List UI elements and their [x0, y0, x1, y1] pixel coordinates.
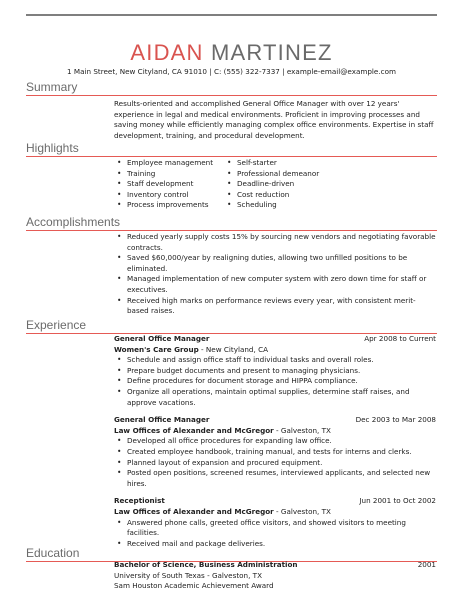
highlight-item: • Employee management — [114, 158, 219, 169]
highlight-item: • Inventory control — [114, 190, 219, 201]
top-divider — [26, 14, 437, 16]
employer-location: - Galveston, TX — [273, 506, 331, 516]
award: Sam Houston Academic Achievement Award — [114, 581, 274, 591]
summary-heading: Summary — [26, 80, 78, 94]
highlight-item: • Self-starter — [224, 158, 329, 169]
accomplishments-divider — [26, 230, 437, 231]
employer-name: Law Offices of Alexander and McGregor — [114, 425, 274, 435]
duty-item: • Schedule and assign office staff to individual tasks and overall roles. — [114, 355, 436, 366]
job-duties — [114, 355, 436, 408]
summary-divider — [26, 95, 437, 96]
job-title: General Office Manager — [114, 334, 210, 343]
accomplishment-item: • Managed implementation of new computer system with zero down time for staff or executives. — [114, 274, 436, 295]
accomplishments-list — [114, 232, 436, 317]
accomplishments-heading: Accomplishments — [26, 215, 121, 229]
job-header — [114, 415, 436, 426]
duty-item: • Created employee handbook, training manual, and tests for interns and clerks. — [114, 447, 436, 458]
degree: Bachelor of Science, Business Administration — [114, 560, 298, 569]
duty-item: • Prepare budget documents and present to managing physicians. — [114, 366, 436, 377]
school: University of South Texas - Galveston, TX — [114, 570, 263, 580]
education-heading: Education — [26, 546, 80, 560]
duty-item: • Developed all office procedures for expanding law office. — [114, 436, 436, 447]
experience-heading: Experience — [26, 318, 87, 332]
highlight-item: • Professional demeanor — [224, 169, 329, 180]
job-dates: Dec 2003 to Mar 2008 — [355, 415, 436, 425]
duty-item: • Define procedures for document storage and HIPPA compliance. — [114, 376, 436, 387]
highlight-item: • Training — [114, 169, 219, 180]
job-title: Receptionist — [114, 496, 165, 506]
job-dates: Jun 2001 to Oct 2002 — [359, 496, 436, 506]
duty-item: • Organize all operations, maintain optimal supplies, determine staff raises, and approve vacations. — [114, 387, 436, 408]
duty-item: • Received mail and package deliveries. — [114, 539, 436, 550]
duty-item: • Planned layout of expansion and procured equipment. — [114, 458, 436, 469]
job-entry — [114, 496, 436, 549]
duty-item: • Posted open positions, screened resumes, interviewed applicants, and selected new hires. — [114, 468, 436, 489]
job-header — [114, 496, 436, 507]
accomplishment-item: • Saved $60,000/year by realigning duties, allowing two unfilled positions to be eliminated. — [114, 253, 436, 274]
education-header — [114, 560, 436, 571]
highlight-item: • Scheduling — [224, 200, 329, 211]
employer-line — [114, 507, 436, 518]
experience-list — [114, 334, 436, 549]
duty-item: • Answered phone calls, greeted office visitors, and showed visitors to meeting facilities. — [114, 518, 436, 539]
contact-info: 1 Main Street, New Cityland, CA 91010 | C: (555) 322-7337 | example-email@example.com — [67, 67, 396, 76]
accomplishment-item: • Received high marks on performance reviews every year, with consistent merit-based raises. — [114, 296, 436, 317]
highlights-column-1 — [114, 158, 219, 211]
job-entry — [114, 415, 436, 489]
job-header — [114, 334, 436, 345]
job-duties — [114, 436, 436, 489]
highlights-column-2 — [224, 158, 329, 211]
highlights-heading: Highlights — [26, 141, 79, 155]
job-entry — [114, 334, 436, 408]
summary-text: Results-oriented and accomplished General Office Manager with over 12 years' experience in legal and medical environments. Proficient in improving processes and saving money while efficiently managing complex office environments. Expertise in staff development, training, and procedural development. — [114, 99, 434, 140]
last-name: MARTINEZ — [210, 40, 333, 65]
employer-location: - New Cityland, CA — [198, 344, 269, 354]
employer-location: - Galveston, TX — [273, 425, 331, 435]
job-duties — [114, 518, 436, 550]
employer-name: Law Offices of Alexander and McGregor — [114, 506, 274, 516]
highlight-item: • Staff development — [114, 179, 219, 190]
accomplishment-item: • Reduced yearly supply costs 15% by sourcing new vendors and negotiating favorable contracts. — [114, 232, 436, 253]
highlights-divider — [26, 156, 437, 157]
highlight-item: • Deadline-driven — [224, 179, 329, 190]
highlight-item: • Process improvements — [114, 200, 219, 211]
graduation-year: 2001 — [417, 560, 436, 569]
employer-line — [114, 426, 436, 437]
highlight-item: • Cost reduction — [224, 190, 329, 201]
job-dates: Apr 2008 to Current — [364, 334, 436, 343]
first-name: AIDAN — [130, 40, 204, 65]
job-title: General Office Manager — [114, 415, 210, 425]
employer-line — [114, 345, 436, 356]
resume-name — [0, 40, 463, 66]
education-block — [114, 560, 436, 592]
employer-name: Women's Care Group — [114, 344, 199, 354]
